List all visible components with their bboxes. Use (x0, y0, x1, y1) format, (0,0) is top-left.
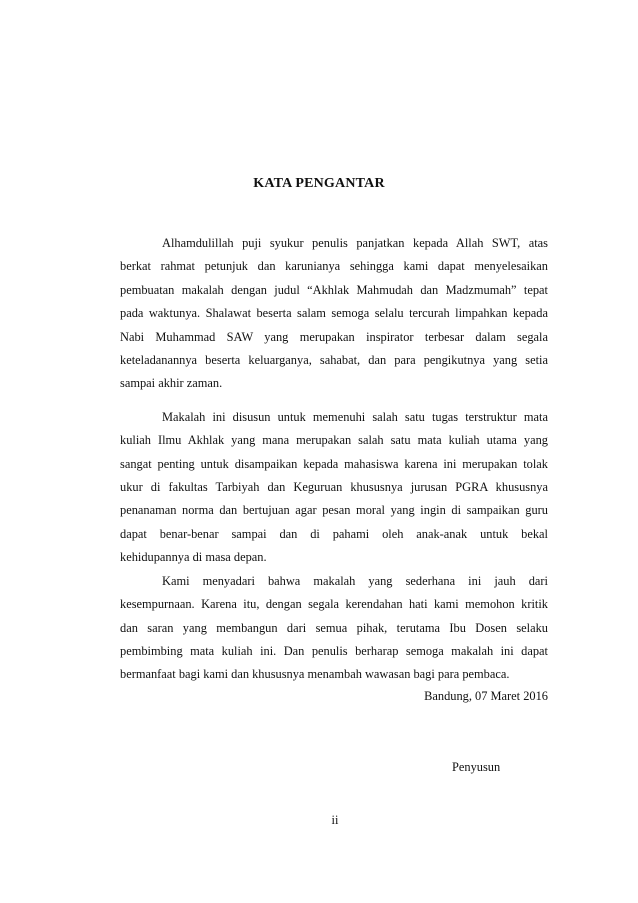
paragraph-line: berkat rahmat petunjuk dan karunianya sehingga kami dapat menyelesaikan (120, 259, 548, 274)
paragraph-2 (120, 406, 548, 570)
paragraph-line: dan saran yang membangun dari semua pihak, terutama Ibu Dosen selaku (120, 620, 548, 635)
paragraph-line: kuliah Ilmu Akhlak yang mana merupakan salah satu mata kuliah utama yang (120, 433, 548, 448)
paragraph-line: pembimbing mata kuliah ini. Dan penulis berharap semoga makalah ini dapat (120, 643, 548, 658)
paragraph-3 (120, 570, 548, 687)
paragraph-line: bermanfaat bagi kami dan khususnya menambah wawasan bagi para pembaca. (120, 667, 510, 682)
paragraph-line: kehidupannya di masa depan. (120, 550, 267, 565)
paragraph-line: Kami menyadari bahwa makalah yang sederhana ini jauh dari (162, 573, 548, 588)
paragraph-1 (120, 232, 548, 396)
page-title: KATA PENGANTAR (253, 176, 385, 191)
paragraph-line: Makalah ini disusun untuk memenuhi salah satu tugas terstruktur mata (162, 409, 548, 424)
paragraph-line: pada waktunya. Shalawat beserta salam semoga selalu tercurah limpahkan kepada (120, 306, 548, 321)
paragraph-line: dapat benar-benar sampai dan di pahami oleh anak-anak untuk bekal (120, 526, 548, 541)
author-signature-label: Penyusun (452, 760, 501, 774)
paragraph-line: ukur di fakultas Tarbiyah dan Keguruan khususnya jurusan PGRA khususnya (120, 480, 548, 495)
paragraph-line: sangat penting untuk disampaikan kepada mahasiswa karena ini merupakan tolak (120, 456, 548, 471)
paragraph-line: sampai akhir zaman. (120, 376, 223, 391)
paragraph-line: kesempurnaan. Karena itu, dengan segala kerendahan hati kami memohon kritik (120, 597, 548, 612)
paragraph-line: Alhamdulillah puji syukur penulis panjatkan kepada Allah SWT, atas (162, 236, 548, 250)
paragraph-line: Nabi Muhammad SAW yang merupakan inspirator terbesar dalam segala (120, 329, 548, 344)
body-text (120, 232, 548, 687)
paragraph-line: pembuatan makalah dengan judul “Akhlak Mahmudah dan Madzmumah” tepat (120, 282, 548, 297)
paragraph-line: penanaman norma dan bertujuan agar pesan moral yang ingin di sampaikan guru (120, 503, 548, 518)
paragraph-line: keteladanannya beserta keluarganya, sahabat, dan para pengikutnya yang setia (120, 353, 548, 368)
page-number: ii (331, 813, 339, 827)
place-date: Bandung, 07 Maret 2016 (424, 689, 548, 703)
